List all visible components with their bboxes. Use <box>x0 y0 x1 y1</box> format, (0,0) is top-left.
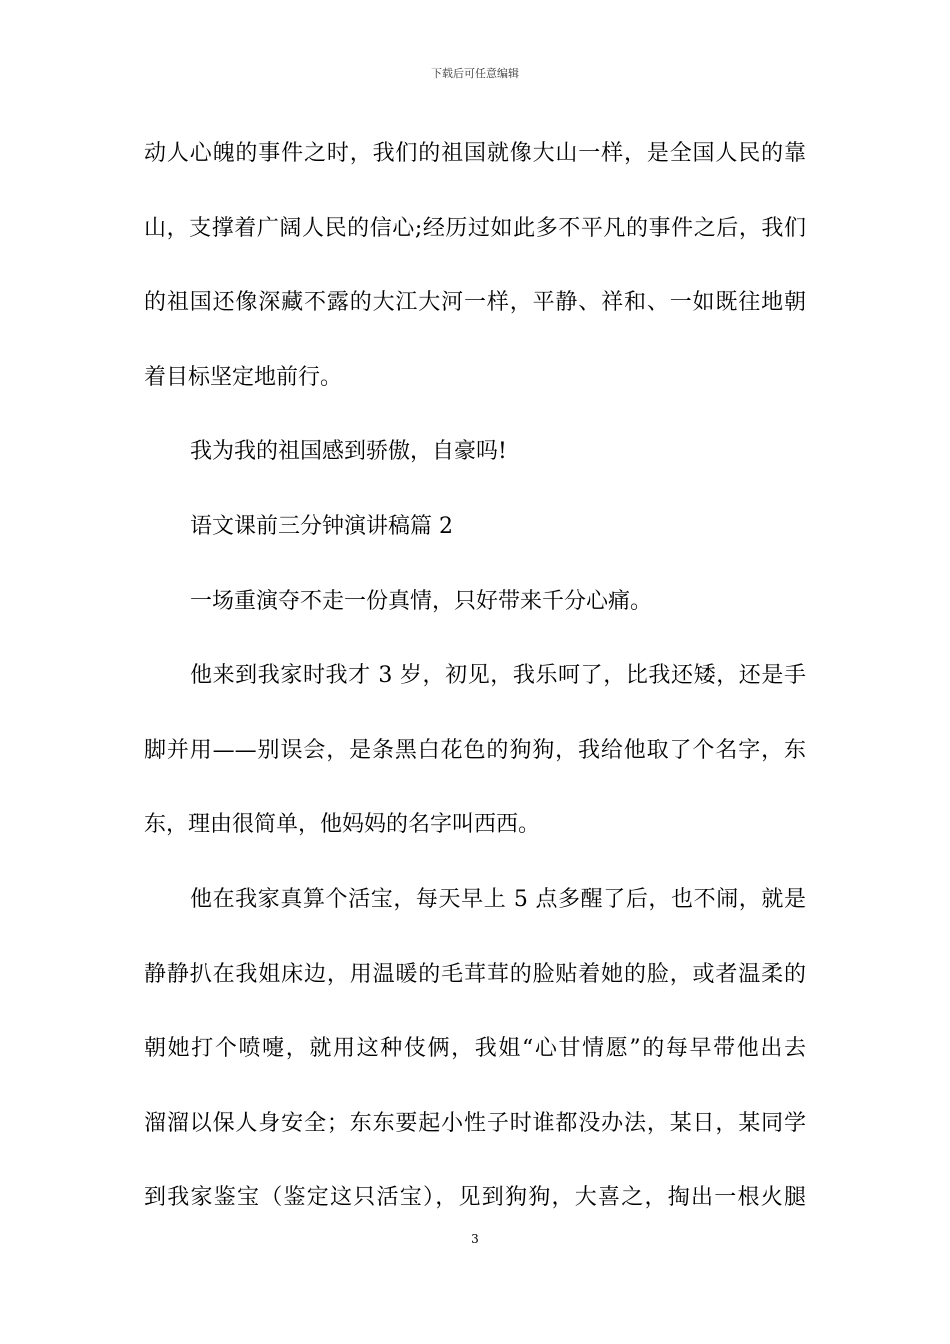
text-line: 溜溜以保人身安全；东东要起小性子时谁都没办法，某日，某同学 <box>144 1110 806 1136</box>
text-line: 静静扒在我姐床边，用温暖的毛茸茸的脸贴着她的脸，或者温柔的 <box>144 961 806 987</box>
page-number: 3 <box>471 1232 479 1246</box>
text-line: 山，支撑着广阔人民的信心;经历过如此多不平凡的事件之后，我们 <box>144 215 806 241</box>
page-header: 下载后可任意编辑 <box>431 67 519 80</box>
text-line: 到我家鉴宝（鉴定这只活宝），见到狗狗，大喜之，掏出一根火腿 <box>144 1185 806 1211</box>
text-line: 脚并用——别误会，是条黑白花色的狗狗，我给他取了个名字，东 <box>144 737 806 763</box>
text-line: 一场重演夺不走一份真情，只好带来千分心痛。 <box>190 588 653 614</box>
document-body <box>144 126 806 1245</box>
text-line: 动人心魄的事件之时，我们的祖国就像大山一样，是全国人民的靠 <box>144 141 806 166</box>
text-line: 他在我家真算个活宝，每天早上 5 点多醒了后，也不闹，就是 <box>190 886 806 912</box>
text-line: 东，理由很简单，他妈妈的名字叫西西。 <box>144 812 541 838</box>
text-line: 他来到我家时我才 3 岁，初见，我乐呵了，比我还矮，还是手 <box>190 663 806 689</box>
text-line: 着目标坚定地前行。 <box>144 364 343 390</box>
text-line: 朝她打个喷嚏，就用这种伎俩，我姐“心甘情愿”的每早带他出去 <box>144 1036 806 1062</box>
text-line: 我为我的祖国感到骄傲，自豪吗! <box>190 439 507 465</box>
text-line: 的祖国还像深藏不露的大江大河一样，平静、祥和、一如既往地朝 <box>144 290 806 316</box>
section-heading: 语文课前三分钟演讲稿篇 2 <box>190 513 453 539</box>
